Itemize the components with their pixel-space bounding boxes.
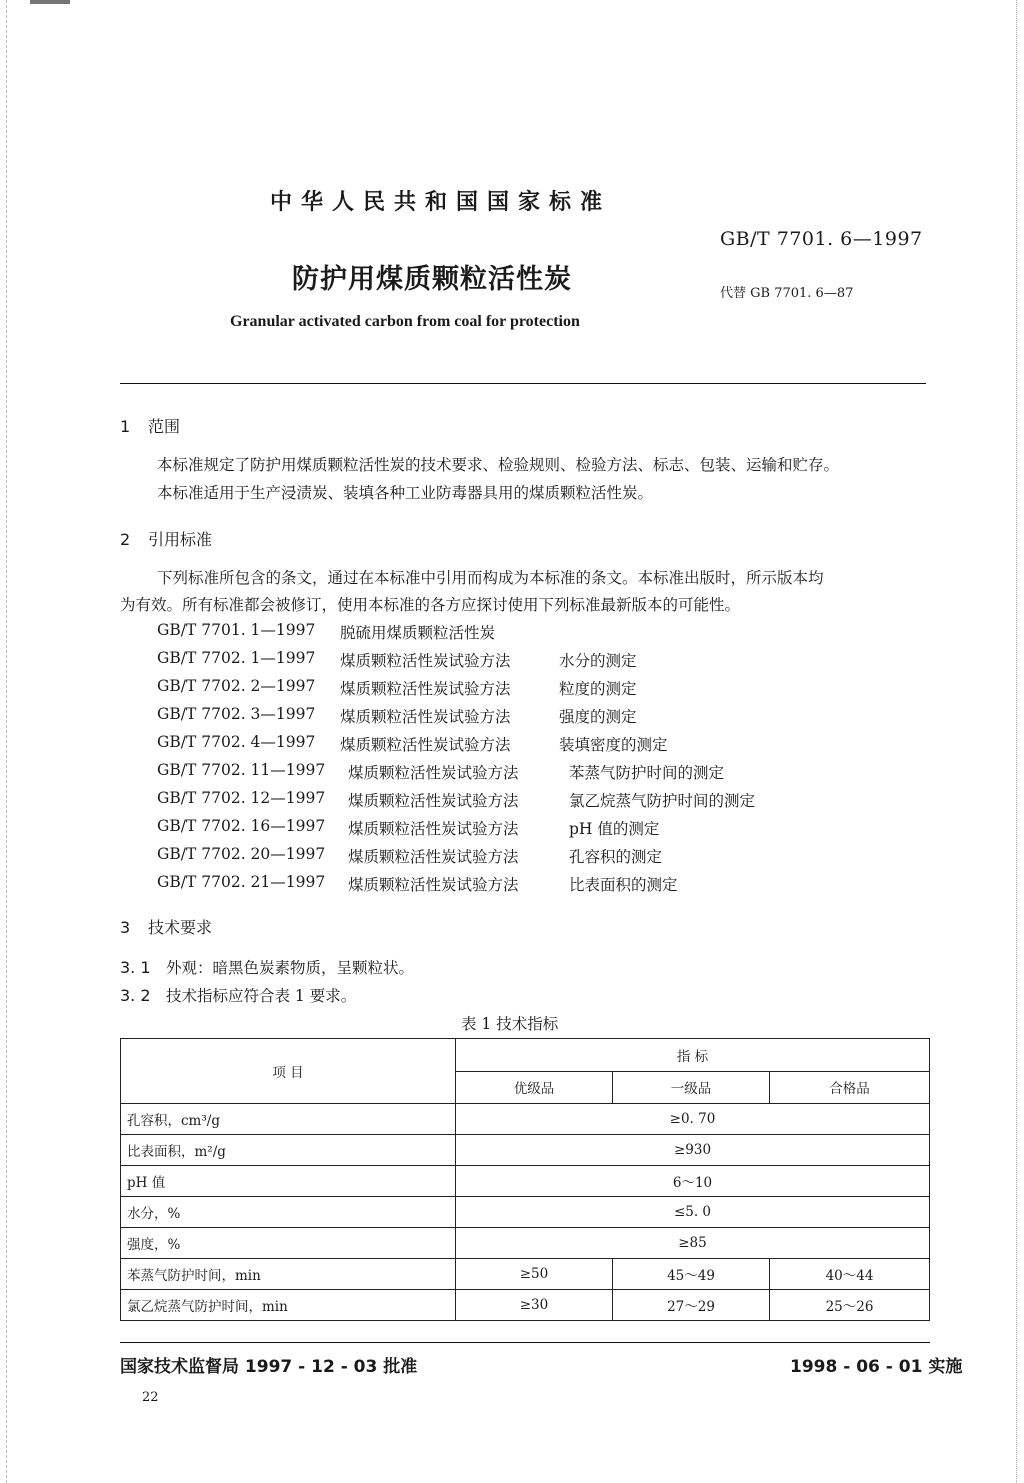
table-row [121,1228,930,1259]
clause-text: 外观：暗黑色炭素物质，呈颗粒状。 [166,959,415,977]
reference-name: 煤质颗粒活性炭试验方法 [348,764,519,782]
table-row [121,1197,930,1228]
reference-topic: 粒度的测定 [559,680,637,698]
reference-topic: 苯蒸气防护时间的测定 [569,764,725,782]
reference-name: 煤质颗粒活性炭试验方法 [340,736,511,754]
scan-edge-left [6,0,7,1483]
document-title: 防护用煤质颗粒活性炭 [292,264,572,295]
reference-topic: pH 值的测定 [569,820,660,838]
row-value: ≥0. 70 [456,1104,930,1135]
replaces-note: 代替 GB 7701. 6—87 [720,286,854,301]
row-value-qualified: 40～44 [770,1259,930,1290]
row-value: ≤5. 0 [456,1197,930,1228]
reference-code: GB/T 7702. 21—1997 [157,873,326,891]
reference-name: 煤质颗粒活性炭试验方法 [348,848,519,866]
section-3-heading [120,915,212,938]
paragraph: 下列标准所包含的条文，通过在本标准中引用而构成为本标准的条文。本标准出版时，所示版本均 [157,569,824,587]
spec-table [120,1038,930,1321]
table-row [121,1166,930,1197]
table-row [121,1104,930,1135]
row-item: 孔容积，cm³/g [121,1104,456,1135]
reference-code: GB/T 7701. 1—1997 [157,621,316,639]
reference-topic: 装填密度的测定 [559,736,668,754]
reference-code: GB/T 7702. 16—1997 [157,817,326,835]
reference-code: GB/T 7702. 4—1997 [157,733,316,751]
row-value-qualified: 25～26 [770,1290,930,1321]
scan-corner-mark [30,0,70,4]
standard-title: 中华人民共和国国家标准 [270,190,612,215]
row-item: 苯蒸气防护时间，min [121,1259,456,1290]
section-1-heading [120,414,180,437]
row-value: ≥85 [456,1228,930,1259]
reference-topic: 比表面积的测定 [569,876,678,894]
table-row [121,1135,930,1166]
clause-text: 技术指标应符合表 1 要求。 [166,987,357,1005]
page-number: 22 [142,1390,159,1405]
row-item: 比表面积，m²/g [121,1135,456,1166]
row-value: 6～10 [456,1166,930,1197]
reference-name: 煤质颗粒活性炭试验方法 [348,820,519,838]
reference-name: 煤质颗粒活性炭试验方法 [340,680,511,698]
section-title: 范围 [148,417,181,436]
reference-topic: 强度的测定 [559,708,637,726]
grade-first: 一级品 [613,1071,770,1104]
scan-edge-right [1016,0,1017,1483]
section-number: 1 [120,417,131,436]
row-item: 强度，% [121,1228,456,1259]
header-item: 项 目 [121,1039,456,1104]
row-item: pH 值 [121,1166,456,1197]
table-caption: 表 1 技术指标 [461,1015,559,1033]
reference-name: 脱硫用煤质颗粒活性炭 [340,624,496,642]
reference-topic: 水分的测定 [559,652,637,670]
row-item: 水分，% [121,1197,456,1228]
section-title: 技术要求 [148,918,213,937]
reference-name: 煤质颗粒活性炭试验方法 [348,792,519,810]
clause-3-1 [120,955,414,981]
reference-code: GB/T 7702. 3—1997 [157,705,316,723]
section-number: 3 [120,918,131,937]
header-index: 指 标 [456,1039,930,1072]
reference-code: GB/T 7702. 11—1997 [157,761,326,779]
reference-topic: 孔容积的测定 [569,848,663,866]
table-row [121,1290,930,1321]
section-title: 引用标准 [148,530,213,549]
paragraph: 本标准适用于生产浸渍炭、装填各种工业防毒器具用的煤质颗粒活性炭。 [157,484,654,502]
reference-code: GB/T 7702. 20—1997 [157,845,326,863]
implementation-date: 1998 - 06 - 01 实施 [790,1357,963,1377]
reference-code: GB/T 7702. 1—1997 [157,649,316,667]
row-value-superior: ≥50 [456,1259,613,1290]
section-number: 2 [120,530,131,549]
standard-code: GB/T 7701. 6—1997 [720,228,923,250]
clause-3-2 [120,983,356,1009]
row-value-superior: ≥30 [456,1290,613,1321]
reference-code: GB/T 7702. 2—1997 [157,677,316,695]
english-title: Granular activated carbon from coal for protection [230,313,580,330]
reference-name: 煤质颗粒活性炭试验方法 [348,876,519,894]
section-2-heading [120,527,212,550]
row-value-first: 27～29 [613,1290,770,1321]
clause-number: 3. 2 [120,986,151,1005]
reference-name: 煤质颗粒活性炭试验方法 [340,708,511,726]
grade-qualified: 合格品 [770,1071,930,1104]
reference-name: 煤质颗粒活性炭试验方法 [340,652,511,670]
table-row [121,1259,930,1290]
clause-number: 3. 1 [120,958,151,977]
paragraph: 为有效。所有标准都会被修订，使用本标准的各方应探讨使用下列标准最新版本的可能性。 [120,596,741,614]
reference-topic: 氯乙烷蒸气防护时间的测定 [569,792,756,810]
grade-superior: 优级品 [456,1071,613,1104]
row-value-first: 45～49 [613,1259,770,1290]
approval-note: 国家技术监督局 1997 - 12 - 03 批准 [120,1357,418,1377]
header-divider [120,383,926,384]
table-header-row [121,1039,930,1072]
row-item: 氯乙烷蒸气防护时间，min [121,1290,456,1321]
paragraph: 本标准规定了防护用煤质颗粒活性炭的技术要求、检验规则、检验方法、标志、包装、运输和贮存。 [157,456,840,474]
reference-code: GB/T 7702. 12—1997 [157,789,326,807]
row-value: ≥930 [456,1135,930,1166]
footer-divider [120,1342,930,1343]
